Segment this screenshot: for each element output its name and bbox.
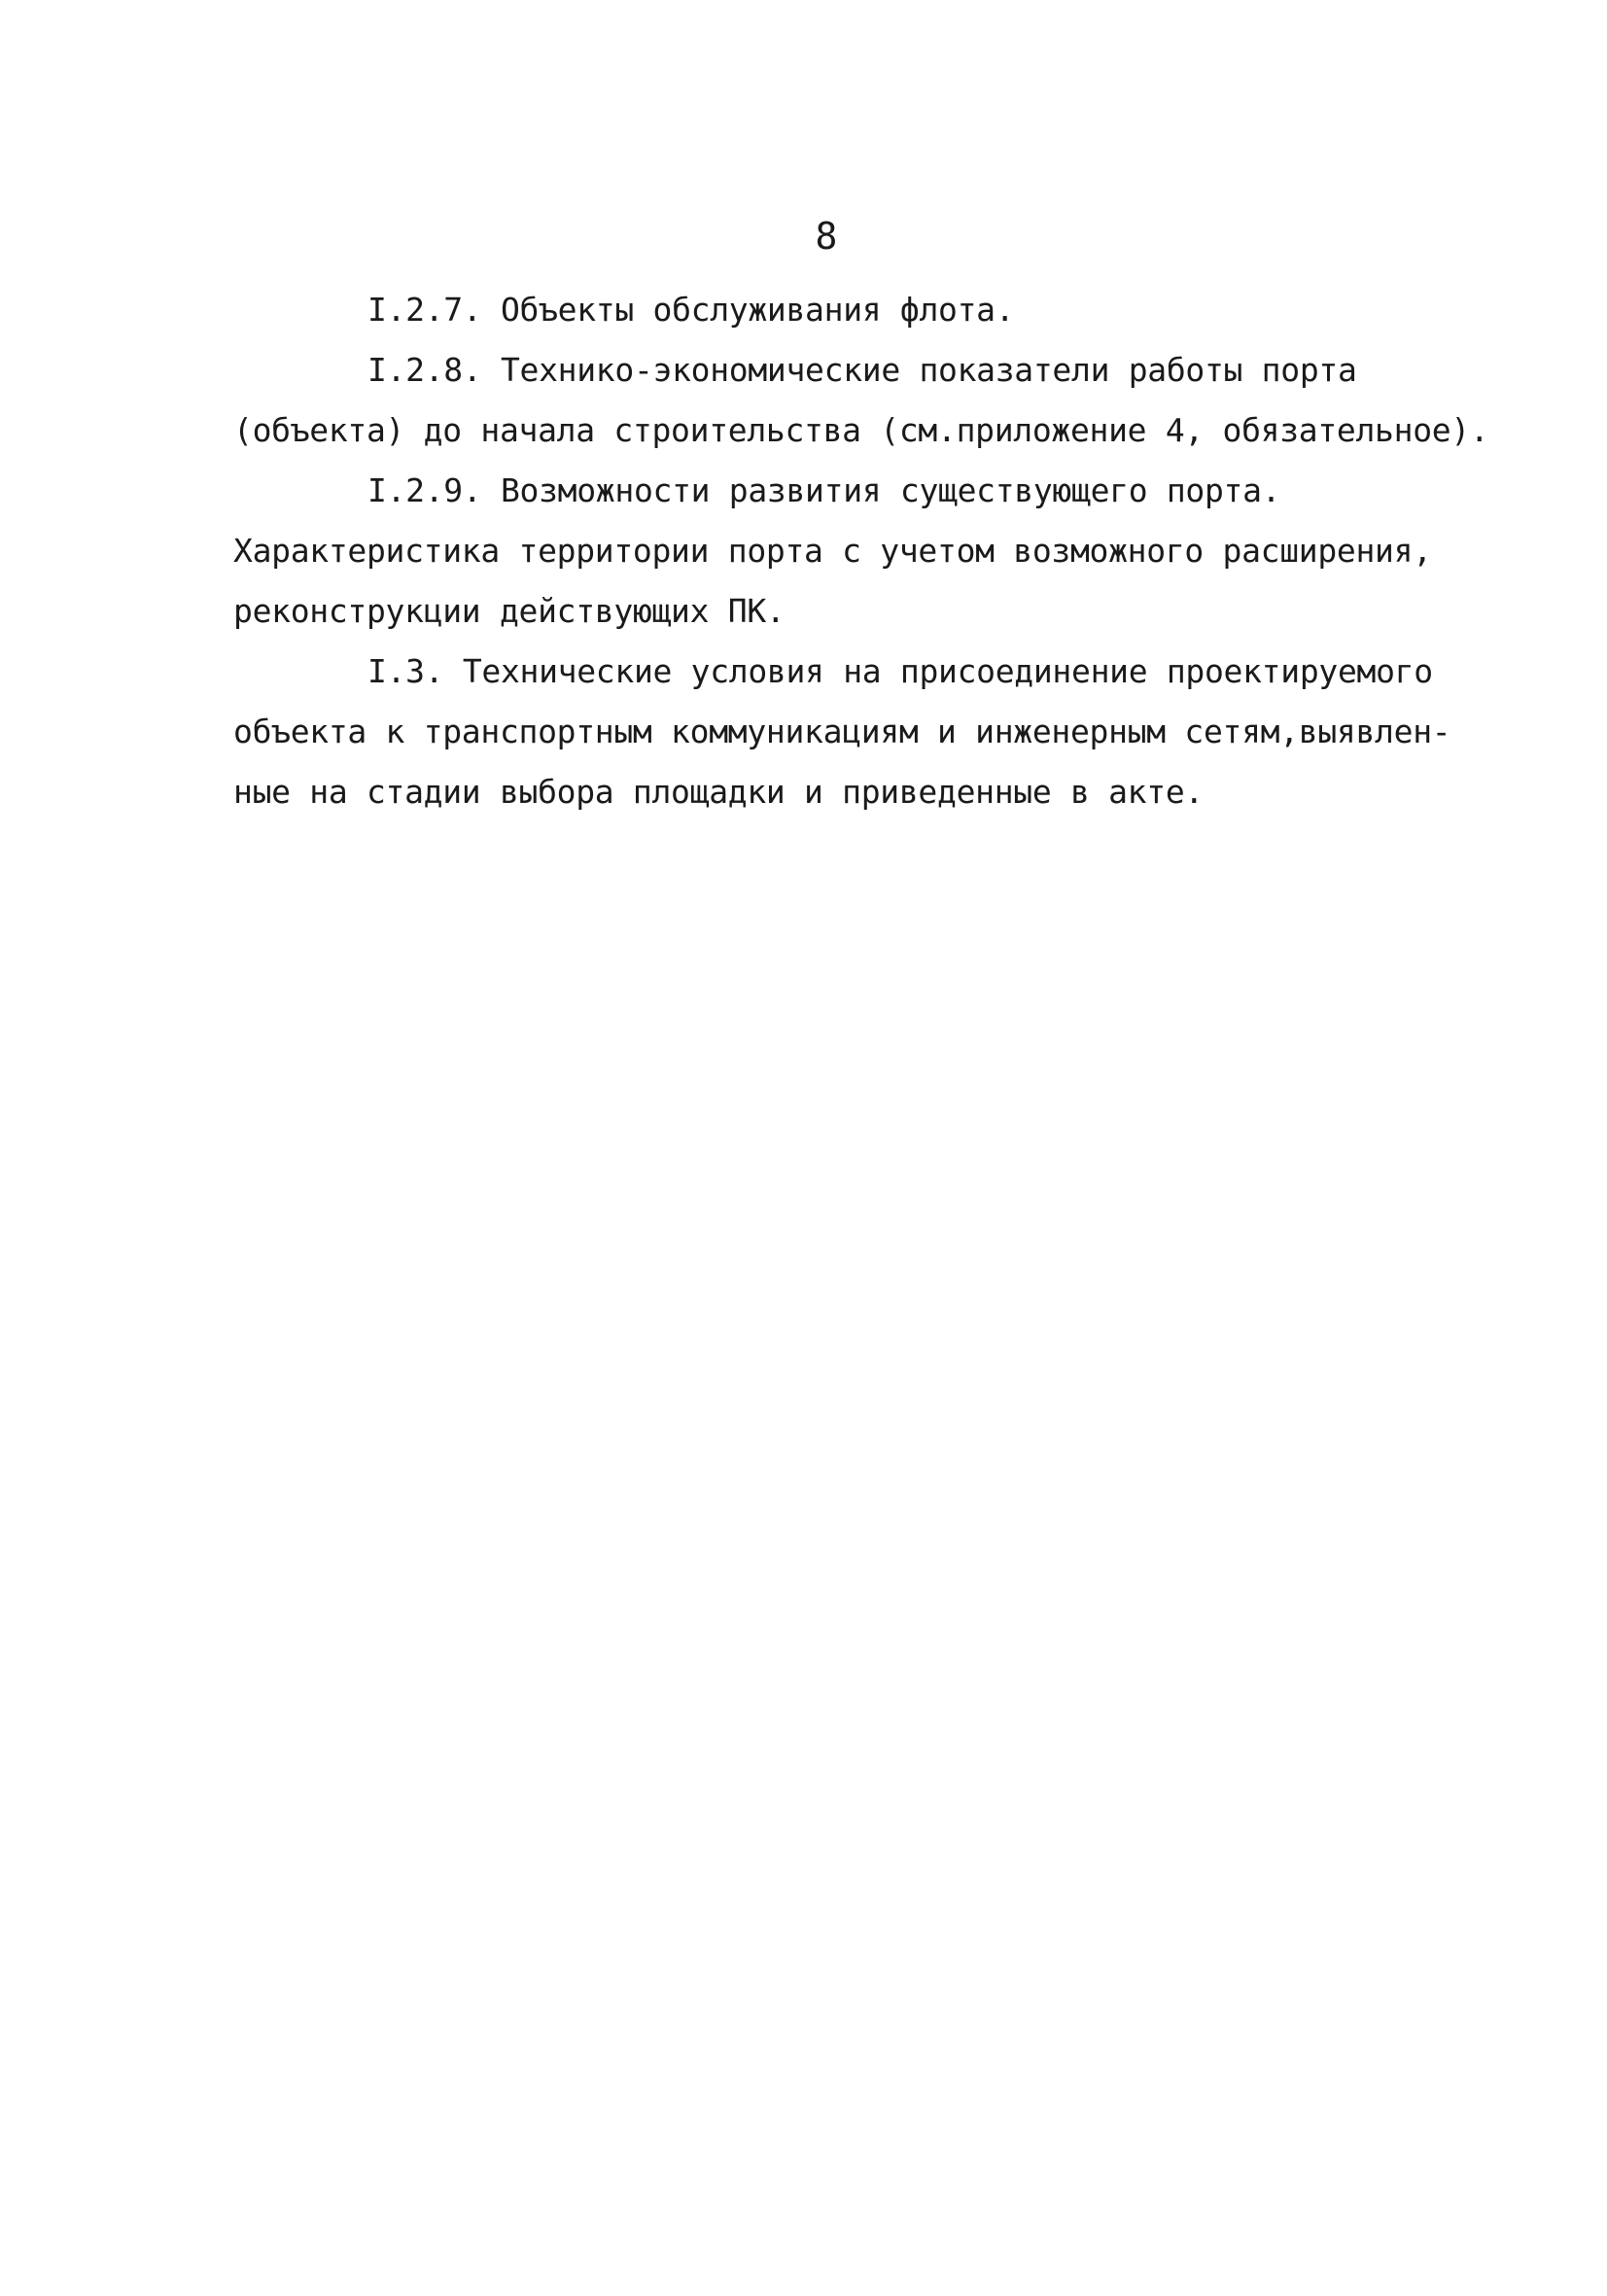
paragraph-line: I.2.8. Технико-экономические показатели работы порта xyxy=(367,351,1357,389)
paragraph-line: объекта к транспортным коммуникациям и инженерным сетям,выявлен- xyxy=(233,713,1451,750)
paragraph-line: (объекта) до начала строительства (см.приложение 4, обязательное). xyxy=(233,411,1489,449)
paragraph-line: реконструкции действующих ПК. xyxy=(233,592,786,630)
paragraph-line: ные на стадии выбора площадки и приведенные в акте. xyxy=(233,773,1204,811)
paragraph-1-2-7 xyxy=(233,280,1429,340)
paragraph-1-2-9 xyxy=(233,461,1432,642)
page-number: 8 xyxy=(815,215,838,258)
paragraph-line: I.2.7. Объекты обслуживания флота. xyxy=(367,291,1015,329)
paragraph-line: I.2.9. Возможности развития существующего порта. xyxy=(367,471,1281,509)
paragraph-line: I.3. Технические условия на присоединение проектируемого xyxy=(367,652,1433,690)
document-body xyxy=(233,280,1489,822)
paragraph-line: Характеристика территории порта с учетом возможного расширения, xyxy=(233,532,1432,570)
paragraph-1-3 xyxy=(233,642,1451,822)
paragraph-1-2-8 xyxy=(233,340,1489,461)
